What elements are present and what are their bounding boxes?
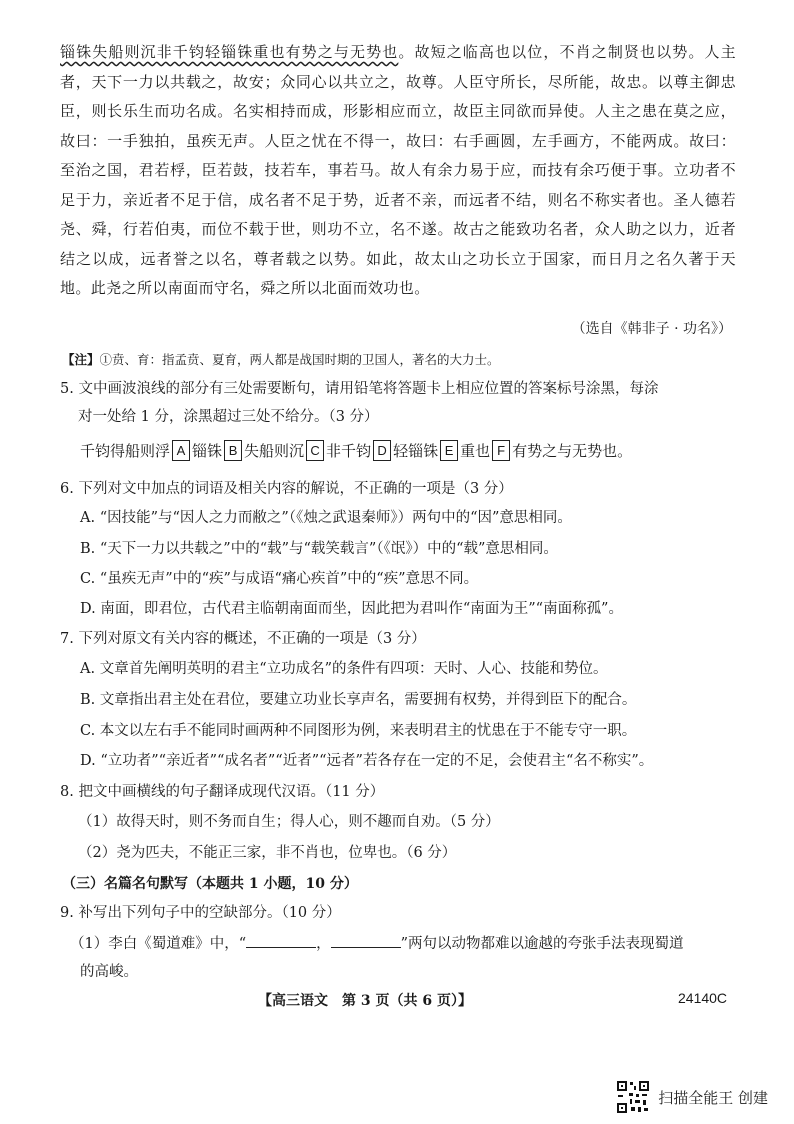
answer-blank-1[interactable] xyxy=(246,933,316,948)
q6-option-a[interactable]: A. “因技能”与“因人之力而敝之”（《烛之武退秦师》）两句中的“因”意思相同。 xyxy=(80,510,572,526)
q9-item-1-mid: ， xyxy=(316,936,331,952)
q5-box-e[interactable]: E xyxy=(440,440,458,461)
q7-option-d[interactable]: D. “立功者”“亲近者”“成名者”“近者”“远者”若各存在一定的不足，会使君主“名不称实”。 xyxy=(80,753,654,769)
q8-sentence-1: （1）故得天时，则不务而自生；得人心，则不趣而自劝。（5 分） xyxy=(78,814,500,830)
q5-line1: 5. 文中画波浪线的部分有三处需要断句，请用铅笔将答题卡上相应位置的答案标号涂黑，每涂 xyxy=(60,381,659,397)
q5-box-c[interactable]: C xyxy=(306,440,324,461)
q7-option-c[interactable]: C. 本文以左右手不能同时画两种不同图形为例，来表明君主的忧患在于不能专守一职。 xyxy=(80,723,637,739)
q8-sentence-2: （2）尧为匹夫，不能正三家，非不肖也，位卑也。（6 分） xyxy=(78,845,457,861)
passage-text: 。故短之临高也以位，不肖之制贤也以势。人主者，天下一力以共载之，故安；众同心以共立之，故尊。人臣守所长，尽所能，故忠。以尊主御忠臣，则长乐生而功名成。名实相持而成，形影相应而立，故臣主同欲而异使。人主之患在莫之应，故曰：一手独拍，虽疾无声。人臣之忧在不得一，故曰：右手画圆，左手画方，不能两成。故曰：至治之国，君若桴，臣若鼓，技若车，事若马。故人有余力易于应，而技有余巧便于事。立功者不足于力，亲近者不足于信，成名者不足于势，近者不亲，而远者不结，则名不称实者也。圣人德若尧、舜，行若伯夷，而位不载于世，则功不立，名不遂。故古之能致功名者，众人助之以力，近者结之以成，远者誉之以名，尊者载之以势。如此，故太山之功长立于国家，而日月之名久著于天地。此尧之所以南面而守名，舜之所以北面而效功也。 xyxy=(60,43,736,297)
question-6-stem: 6. 下列对文中加点的词语及相关内容的解说，不正确的一项是（3 分） xyxy=(60,481,513,497)
annotation-note xyxy=(62,350,732,368)
q5-segment: 锱铢 xyxy=(192,442,223,460)
q5-segment: 有势之与无势也。 xyxy=(512,442,633,460)
q5-box-b[interactable]: B xyxy=(224,440,242,461)
q5-segment: 重也 xyxy=(460,442,491,460)
qr-code-icon xyxy=(616,1080,650,1114)
q9-item-1 xyxy=(70,932,730,953)
q6-option-d[interactable]: D. 南面，即君位，古代君主临朝南面而坐，因此把为君叫作“南面为王”“南面称孤”。 xyxy=(80,601,623,617)
q5-segment-line xyxy=(80,440,632,461)
q5-box-a[interactable]: A xyxy=(172,440,190,461)
q5-segment: 轻锱铢 xyxy=(393,442,439,460)
q5-segment: 失船则沉 xyxy=(244,442,305,460)
classical-passage xyxy=(60,38,736,304)
q7-option-a[interactable]: A. 文章首先阐明英明的君主“立功成名”的条件有四项：天时、人心、技能和势位。 xyxy=(80,661,608,677)
note-text: ①贲、育：指孟贲、夏育，两人都是战国时期的卫国人，著名的大力士。 xyxy=(99,352,500,367)
q6-option-c[interactable]: C. “虽疾无声”中的“疾”与成语“痛心疾首”中的“疾”意思不同。 xyxy=(80,571,479,587)
section-3-heading: （三）名篇名句默写（本题共 1 小题，10 分） xyxy=(62,876,358,892)
scanner-watermark xyxy=(616,1080,768,1114)
question-9-stem: 9. 补写出下列句子中的空缺部分。（10 分） xyxy=(60,905,341,921)
q5-segment: 千钧得船则浮 xyxy=(80,442,171,460)
q7-option-b[interactable]: B. 文章指出君主处在君位，要建立功业长享声名，需要拥有权势，并得到臣下的配合。 xyxy=(80,692,637,708)
q9-item-1-suffix: ”两句以动物都难以逾越的夸张手法表现蜀道 xyxy=(400,936,684,952)
footer-title: 【高三语文 第 3 页（共 6 页）】 xyxy=(258,993,472,1009)
q9-item-1-line2: 的高峻。 xyxy=(80,964,138,980)
question-8-stem: 8. 把文中画横线的句子翻译成现代汉语。（11 分） xyxy=(60,784,385,800)
q5-segment: 非千钧 xyxy=(326,442,372,460)
question-5-stem xyxy=(60,378,740,428)
paper-code: 24140C xyxy=(678,990,728,1006)
note-label: 【注】 xyxy=(62,352,100,367)
q9-item-1-prefix: （1）李白《蜀道难》中，“ xyxy=(70,936,247,952)
q5-box-d[interactable]: D xyxy=(373,440,391,461)
watermark-text: 扫描全能王 创建 xyxy=(658,1088,768,1107)
q6-option-b[interactable]: B. “天下一力以共载之”中的“载”与“载笑载言”（《氓》）中的“载”意思相同。 xyxy=(80,541,558,557)
q5-line2: 对一处给 1 分，涂黑超过三处不给分。（3 分） xyxy=(78,409,379,425)
passage-source: （选自《韩非子 · 功名》） xyxy=(571,321,732,337)
q5-box-f[interactable]: F xyxy=(492,440,510,461)
question-7-stem: 7. 下列对原文有关内容的概述，不正确的一项是（3 分） xyxy=(60,631,426,647)
answer-blank-2[interactable] xyxy=(331,933,401,948)
wavy-underlined-text: 锱铢失船则沉非千钧轻锱铢重也有势之与无势也 xyxy=(60,43,399,61)
